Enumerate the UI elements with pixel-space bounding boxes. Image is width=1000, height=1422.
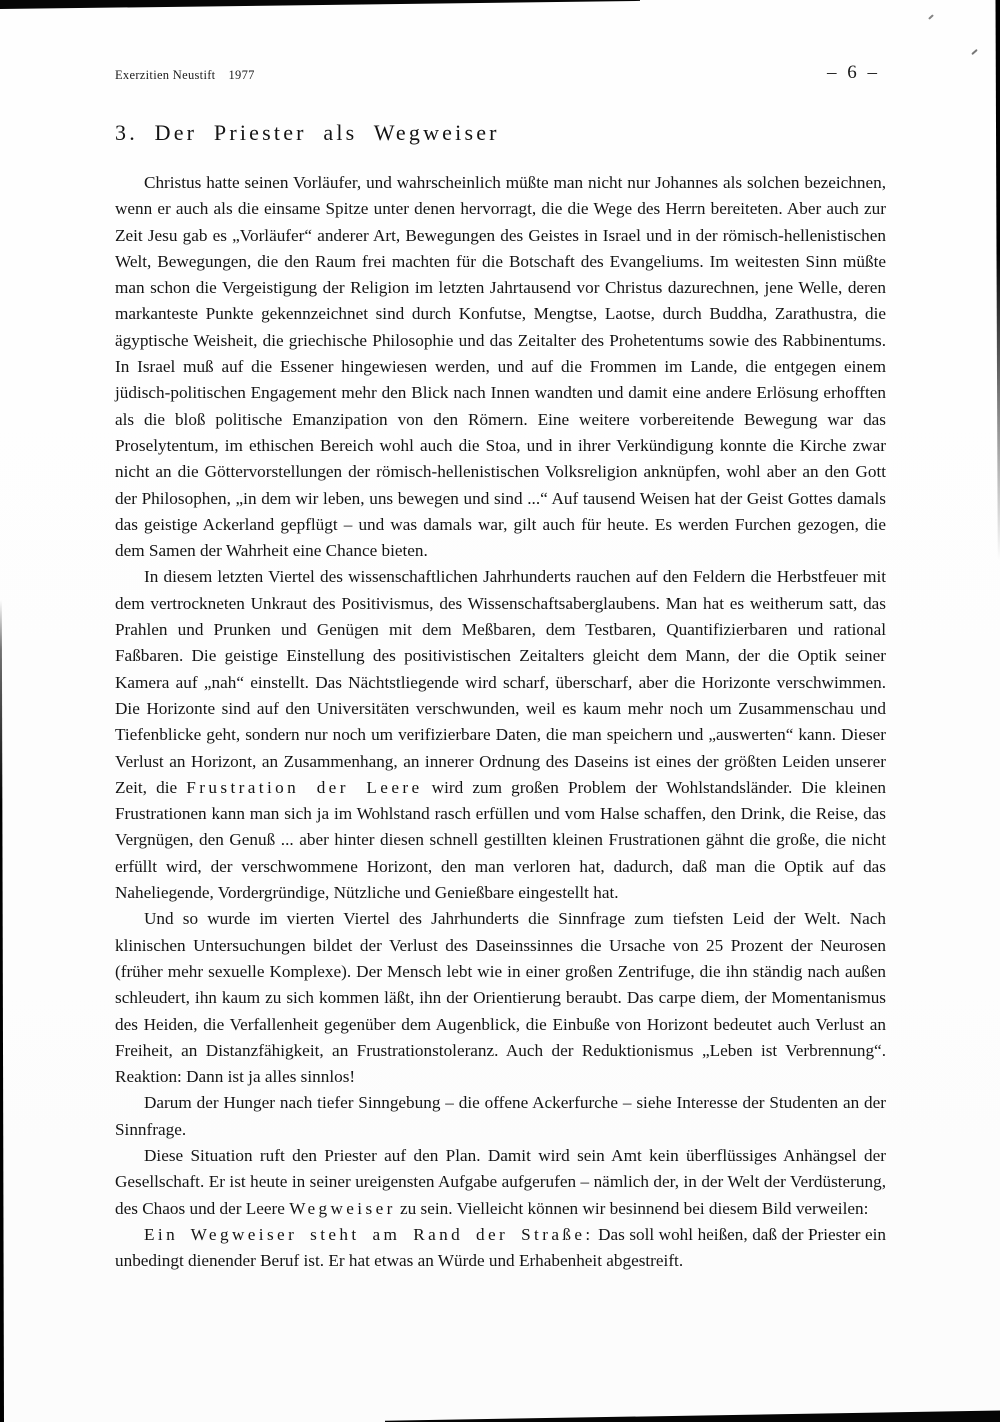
paragraph bbox=[115, 1222, 886, 1275]
scan-edge-top bbox=[0, 0, 640, 9]
body-text: Christus hatte seinen Vorläufer, und wahrscheinlich müßte man nicht nur Johannes als solchen bezeichnen, wenn er auch als die einsame Spitze unter denen hervorragt, die die Wege des Herrn bereiteten. Aber auch zur Zeit Jesu gab es „Vorläufer“ anderer Art, Bewegungen des Geistes in Israel und in der römisch-hellenistischen Welt, Bewegungen, die den Raum frei machten für die Botschaft des Evangeliums. Im weitesten Sinn müßte man schon die Vergeistigung der Religion im letzten Jahrtausend vor Christus dazurechnen, jene Welle, deren markanteste Punkte gekennzeichnet sind durch Konfutse, Mengtse, Laotse, durch Buddha, Zarathustra, die ägyptische Weisheit, die griechische Philosophie und das Zeitalter des Prohetentums sowie des Rabbinentums. In Israel muß auf die Essener hingewiesen werden, und auf die Frommen im Lande, die entgegen einem jüdisch-politischen Engagement mehr den Blick nach Innen wandten und damit eine andere Erlösung erhofften als die bloß politische Emanzipation von den Römern. Eine weitere vorbereitende Bewegung war das Proselytentum, im ethischen Bereich wohl auch die Stoa, und in ihrer Verkündigung konnte die Kirche zwar nicht an die Göttervorstellungen der römisch-hellenistischen Volksreligion anknüpfen, wohl aber an den Gott der Philosophen, „in dem wir leben, uns bewegen und sind ...“ Auf tausend Weisen hat der Geist Gottes damals das geistige Ackerland gepflügt – und was damals war, gilt auch für heute. Es werden Furchen gezogen, die dem Samen der Wahrheit eine Chance bieten. bbox=[115, 173, 886, 561]
scan-edge-right bbox=[995, 0, 1000, 560]
scan-edge-bottom bbox=[385, 1409, 1000, 1422]
body-text: Das soll wohl heißen, daß der Priester ein unbedingt dienender Beruf ist. Er hat etwas an Würde und Erhabenheit abgestreift. bbox=[115, 1224, 887, 1271]
scan-speck bbox=[928, 14, 934, 20]
paragraph bbox=[115, 906, 886, 1090]
section-title: 3. Der Priester als Wegweiser bbox=[115, 120, 500, 145]
running-header bbox=[115, 62, 886, 84]
header-left bbox=[115, 62, 255, 83]
paragraph bbox=[115, 1090, 886, 1143]
spaced-emphasis-text: Ein Wegweiser steht am Rand der Straße: bbox=[144, 1224, 594, 1244]
spaced-emphasis-text: Frustration der Leere bbox=[186, 777, 423, 797]
paragraph bbox=[115, 170, 886, 564]
body-text: Darum der Hunger nach tiefer Sinngebung – die offene Ackerfurche – siehe Interesse der Studenten an der Sinnfrage. bbox=[115, 1093, 886, 1139]
document-body bbox=[115, 170, 886, 1274]
body-text: zu sein. Vielleicht können wir besinnend bei diesem Bild verweilen: bbox=[395, 1198, 869, 1218]
scan-edge-left bbox=[0, 600, 4, 1422]
spaced-emphasis-text: Wegweiser bbox=[289, 1198, 396, 1218]
paragraph bbox=[115, 564, 886, 906]
page-content bbox=[115, 62, 886, 1274]
body-text: Und so wurde im vierten Viertel des Jahrhunderts die Sinnfrage zum tiefsten Leid der Welt. Nach klinischen Untersuchungen bildet der Verlust des Daseinssinnes die Ursache von 25 Prozent der Neurosen (früher mehr sexuelle Komplexe). Der Mensch lebt wie in einer großen Zentrifuge, die ihn ständig nach außen schleudert, ihn kaum zu sich kommen läßt, ihn der Orientierung beraubt. Das carpe diem, der Momentanismus des Heiden, die Verfallenheit gegenüber dem Augenblick, die Einbuße von Horizont bedeutet auch Verlust an Freiheit, an Distanzfähigkeit, an Frustrationstoleranz. Auch der Reduktionismus „Leben ist Verbrennung“. Reaktion: Dann ist ja alles sinnlos! bbox=[115, 909, 886, 1087]
header-document-title: Exerzitien Neustift bbox=[115, 68, 216, 82]
body-text: wird zum großen Problem der Wohlstandsländer. Die kleinen Frustrationen kann man sich ja im Wohlstand rasch erfüllen und vom Halse schaffen, den Drink, die Reise, das Vergnügen, den Genuß ... aber hinter diesen schnell gestillten kleinen Frustrationen gähnt die große, die nicht erfüllt wird, der verschwommene Horizont, den man verloren hat, dadurch, daß man die Optik auf das Naheliegende, Vordergründige, Nützliche und Genießbare eingestellt hat. bbox=[115, 777, 886, 903]
header-year: 1977 bbox=[228, 68, 255, 82]
scan-speck bbox=[971, 49, 978, 55]
page-number: – 6 – bbox=[827, 62, 880, 83]
paragraph bbox=[115, 1143, 886, 1222]
body-text: In diesem letzten Viertel des wissenschaftlichen Jahrhunderts rauchen auf den Feldern die Herbstfeuer mit dem vertrockneten Unkraut des Positivismus, des Wissenschaftsaberglaubens. Man hat es weitherum satt, das Prahlen und Prunken und Genügen mit dem Meßbaren, dem Testbaren, Quantifizierbaren und rational Faßbaren. Die geistige Einstellung des positivistischen Zeitalters gleicht dem Mann, der die Optik seiner Kamera auf „nah“ einstellt. Das Nächtstliegende wird scharf, überscharf, aber die Horizonte verschwimmen. Die Horizonte sind auf den Universitäten verschwunden, weil es kaum mehr noch um Zusammenschau und Tiefenblicke geht, sondern nur noch um verifizierbare Daten, die man speichern und „auswerten“ kann. Dieser Verlust an Horizont, an Zusammenhang, an innerer Ordnung des Daseins ist eines der größten Leiden unserer Zeit, die bbox=[115, 567, 886, 797]
body-text: Diese Situation ruft den Priester auf den Plan. Damit wird sein Amt kein überflüssiges Anhängsel der Gesellschaft. Er ist heute in seiner ureigensten Aufgabe aufgerufen – nämlich der, in der Welt der Verdüsterung, des Chaos und der Leere bbox=[115, 1145, 886, 1218]
